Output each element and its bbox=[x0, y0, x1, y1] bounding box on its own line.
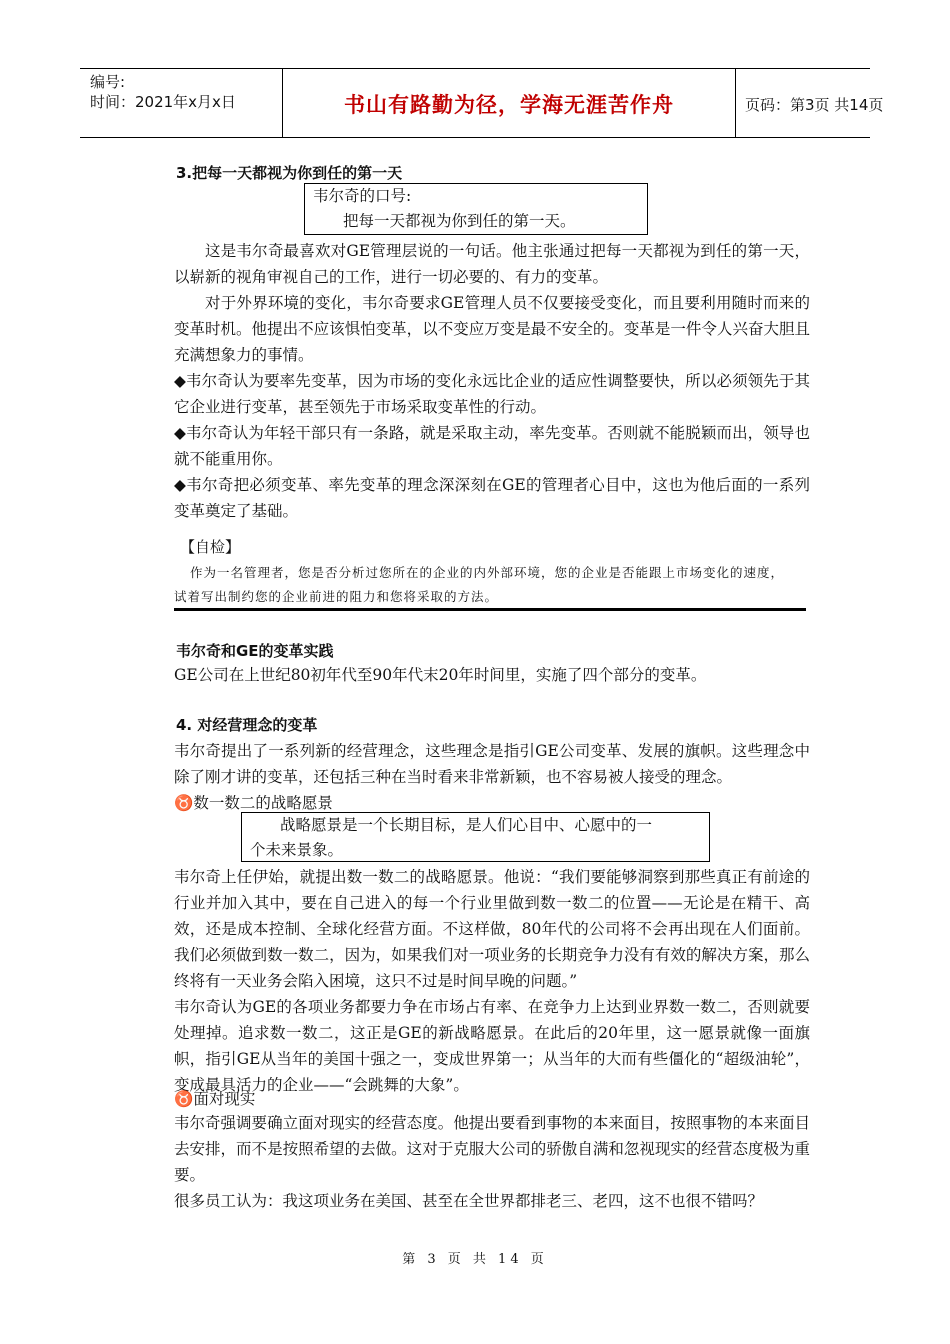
section3-heading: 3.把每一天都视为你到任的第一天 bbox=[176, 164, 403, 182]
section3-bullet-3: ◆韦尔奇把必须变革、率先变革的理念深深刻在GE的管理者心目中，这也为他后面的一系列变革奠定了基础。 bbox=[174, 476, 810, 520]
slogan-box bbox=[304, 183, 648, 235]
header-right-cell bbox=[735, 69, 884, 137]
vision-box-line-2: 个未来景象。 bbox=[250, 841, 344, 859]
selfcheck-title: 【自检】 bbox=[180, 538, 241, 556]
page-header bbox=[80, 68, 884, 138]
header-motto: 书山有路勤为径，学海无涯苦作舟 bbox=[344, 93, 674, 117]
serial-label: 编号: bbox=[90, 73, 126, 91]
practice-paragraph: GE公司在上世纪80初年代至90年代末20年时间里，实施了四个部分的变革。 bbox=[174, 666, 707, 684]
vision-box-line-1: 战略愿景是一个长期目标，是人们心目中、心愿中的一 bbox=[280, 816, 653, 834]
section4-paragraph-1: 韦尔奇提出了一系列新的经营理念，这些理念是指引GE公司变革、发展的旗帜。这些理念中除了刚才讲的变革，还包括三种在当时看来非常新颖，也不容易被人接受的理念。 bbox=[174, 742, 810, 786]
selfcheck-line-1: 作为一名管理者，您是否分析过您所在的企业的内外部环境，您的企业是否能跟上市场变化的速度， bbox=[190, 565, 785, 580]
section4-paragraph-4: 韦尔奇强调要确立面对现实的经营态度。他提出要看到事物的本来面目，按照事物的本来面目去安排，而不是按照希望的去做。这对于克服大公司的骄傲自满和忽视现实的经营态度极为重要。 bbox=[174, 1114, 810, 1184]
section4-paragraph-2: 韦尔奇上任伊始，就提出数一数二的战略愿景。他说：“我们要能够洞察到那些真正有前途的行业并加入其中，要在自己进入的每一个行业里做到数一数二的位置——无论是在精干、高效，还是成本控制、全球化经营方面。不这样做，80年代的公司将不会再出现在人们面前。我们必须做到数一数二，因为，如果我们对一项业务的长期竞争力没有有效的解决方案，那么终将有一天业务会陷入困境，这只不过是时间早晚的问题。” bbox=[174, 868, 810, 990]
section3-bullet-2: ◆韦尔奇认为年轻干部只有一条路，就是采取主动，率先变革。否则就不能脱颖而出，领导也就不能重用你。 bbox=[174, 424, 810, 468]
section3-paragraph-1: 这是韦尔奇最喜欢对GE管理层说的一句话。他主张通过把每一天都视为到任的第一天，以崭新的视角审视自己的工作，进行一切必要的、有力的变革。 bbox=[174, 242, 810, 286]
taurus-icon: ♉ bbox=[174, 1090, 194, 1108]
section4-paragraph-5: 很多员工认为：我这项业务在美国、甚至在全世界都排老三、老四，这不也很不错吗？ bbox=[174, 1192, 764, 1210]
section4-paragraph-3: 韦尔奇认为GE的各项业务都要力争在市场占有率、在竞争力上达到业界数一数二，否则就要处理掉。追求数一数二，这正是GE的新战略愿景。在此后的20年里，这一愿景就像一面旗帜，指引GE从当年的美国十强之一，变成世界第一；从当年的大而有些僵化的“超级油轮”，变成最具活力的企业——“会跳舞的大象”。 bbox=[174, 998, 810, 1094]
section3-bullet-1: ◆韦尔奇认为要率先变革，因为市场的变化永远比企业的适应性调整要快，所以必须领先于其它企业进行变革，甚至领先于市场采取变革性的行动。 bbox=[174, 372, 810, 416]
slogan-box-text: 把每一天都视为你到任的第一天。 bbox=[343, 212, 576, 230]
section4-heading: 4. 对经营理念的变革 bbox=[176, 716, 318, 734]
sub-heading-1-text: 数一数二的战略愿景 bbox=[193, 794, 333, 812]
date-label: 时间：2021年x月x日 bbox=[90, 93, 236, 111]
vision-box bbox=[241, 812, 710, 862]
header-left-cell bbox=[80, 69, 282, 137]
selfcheck-line-2: 试着写出制约您的企业前进的阻力和您将采取的方法。 bbox=[174, 589, 499, 604]
sub-heading-2-text: 面对现实 bbox=[193, 1090, 256, 1108]
practice-heading: 韦尔奇和GE的变革实践 bbox=[176, 642, 334, 660]
section3-paragraph-2: 对于外界环境的变化，韦尔奇要求GE管理人员不仅要接受变化，而且要利用随时而来的变革时机。他提出不应该惧怕变革，以不变应万变是最不安全的。变革是一件令人兴奋大胆且充满想象力的事情。 bbox=[174, 294, 810, 364]
divider-rule bbox=[174, 608, 806, 611]
sub-heading-2 bbox=[174, 1086, 810, 1112]
taurus-icon: ♉ bbox=[174, 794, 194, 812]
header-motto-cell bbox=[282, 69, 736, 137]
header-page-info: 页码：第3页 共14页 bbox=[745, 96, 884, 114]
page-footer: 第 3 页 共 14 页 bbox=[402, 1252, 548, 1267]
slogan-box-title: 韦尔奇的口号: bbox=[313, 187, 412, 205]
